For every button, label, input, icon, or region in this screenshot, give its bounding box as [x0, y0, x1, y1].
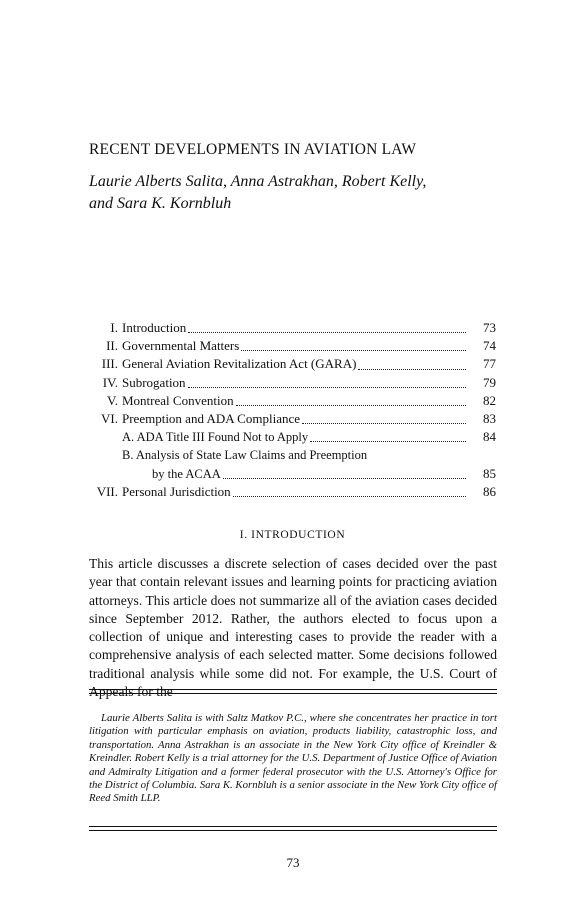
toc-title: by the ACAA: [152, 466, 221, 481]
toc-entry-gara[interactable]: [89, 355, 496, 373]
article-authors: [89, 171, 529, 215]
page-number: 73: [286, 855, 300, 870]
toc-title: Introduction: [122, 320, 187, 335]
toc-page: 77: [483, 356, 496, 372]
toc-leader: [302, 423, 466, 424]
toc-number: IV.: [102, 374, 118, 390]
toc-entry-introduction[interactable]: [89, 319, 496, 337]
toc-page: 82: [483, 392, 496, 408]
toc-title: A. ADA Title III Found Not to Apply: [122, 430, 309, 445]
toc-page: 74: [483, 338, 496, 354]
toc-subentry-state-law-claims[interactable]: [89, 446, 496, 464]
toc-leader: [188, 332, 466, 333]
toc-entry-montreal-convention[interactable]: [89, 392, 496, 410]
toc-page: 79: [483, 374, 496, 390]
toc-subentry-state-law-claims-cont[interactable]: [89, 465, 496, 483]
author-footnote: Laurie Alberts Salita is with Saltz Matkov P.C., where she concentrates her practice in tort litigation with particular emphasis on aviation, products liability, catastrophic loss, and transportation. Anna Astrakhan is an associate in the New York City office of Kreindler & Kreindler. Robert Kelly is a trial attorney for the U.S. Department of Justice Office of Aviation and Admiralty Litigation and a former federal prosecutor with the U.S. Attorney's Office for the District of Columbia. Sara K. Kornbluh is a senior associate in the New York City office of Reed Smith LLP.: [89, 712, 497, 805]
toc-page: 86: [483, 483, 496, 499]
toc-page: 73: [483, 320, 496, 335]
footnote-top-rule: [89, 689, 497, 694]
toc-title: Montreal Convention: [122, 392, 234, 408]
authors-line-2: and Sara K. Kornbluh: [89, 195, 232, 212]
section-heading: I. INTRODUCTION: [239, 529, 346, 541]
toc-number: V.: [107, 392, 118, 408]
toc-page: 85: [483, 465, 496, 481]
article-title: RECENT DEVELOPMENTS IN AVIATION LAW: [89, 141, 417, 158]
toc-entry-governmental-matters[interactable]: [89, 337, 496, 355]
toc-title: General Aviation Revitalization Act (GARA): [122, 356, 357, 372]
toc-number: I.: [110, 320, 118, 335]
authors-line-1: Laurie Alberts Salita, Anna Astrakhan, Robert Kelly,: [89, 173, 427, 190]
toc-entry-personal-jurisdiction[interactable]: [89, 483, 496, 501]
toc-leader: [241, 350, 466, 351]
toc-title: Preemption and ADA Compliance: [122, 411, 301, 427]
toc-title: Subrogation: [122, 374, 186, 390]
toc-leader: [310, 441, 466, 442]
toc-page: 84: [483, 429, 496, 445]
toc-title: B. Analysis of State Law Claims and Preemption: [122, 448, 368, 463]
toc-leader: [236, 405, 466, 406]
toc-title: Personal Jurisdiction: [122, 483, 231, 499]
toc-leader: [188, 387, 466, 388]
toc-leader: [233, 496, 466, 497]
toc-title: Governmental Matters: [122, 338, 240, 354]
toc-number: II.: [106, 338, 118, 354]
toc-leader: [358, 369, 466, 370]
introduction-paragraph: This article discusses a discrete selection of cases decided over the past year that contain relevant issues and learning points for practicing aviation attorneys. This article does not summarize all of the aviation cases decided since September 2012. Rather, the authors elected to focus upon a collection of unique and interesting cases to provide the reader with a comprehensive analysis of each selected matter. Some decisions followed traditional analysis while some did not. For example, the U.S. Court of Appeals for the: [89, 556, 497, 700]
toc-page: 83: [483, 411, 496, 427]
toc-number: VII.: [96, 483, 118, 499]
footnote-bottom-rule: [89, 826, 497, 831]
table-of-contents: [89, 319, 496, 501]
toc-number: VI.: [101, 411, 118, 427]
toc-entry-preemption-ada[interactable]: [89, 410, 496, 428]
toc-number: III.: [101, 356, 118, 372]
toc-leader: [223, 478, 466, 479]
toc-subentry-ada-title-iii[interactable]: [89, 428, 496, 446]
toc-entry-subrogation[interactable]: [89, 374, 496, 392]
